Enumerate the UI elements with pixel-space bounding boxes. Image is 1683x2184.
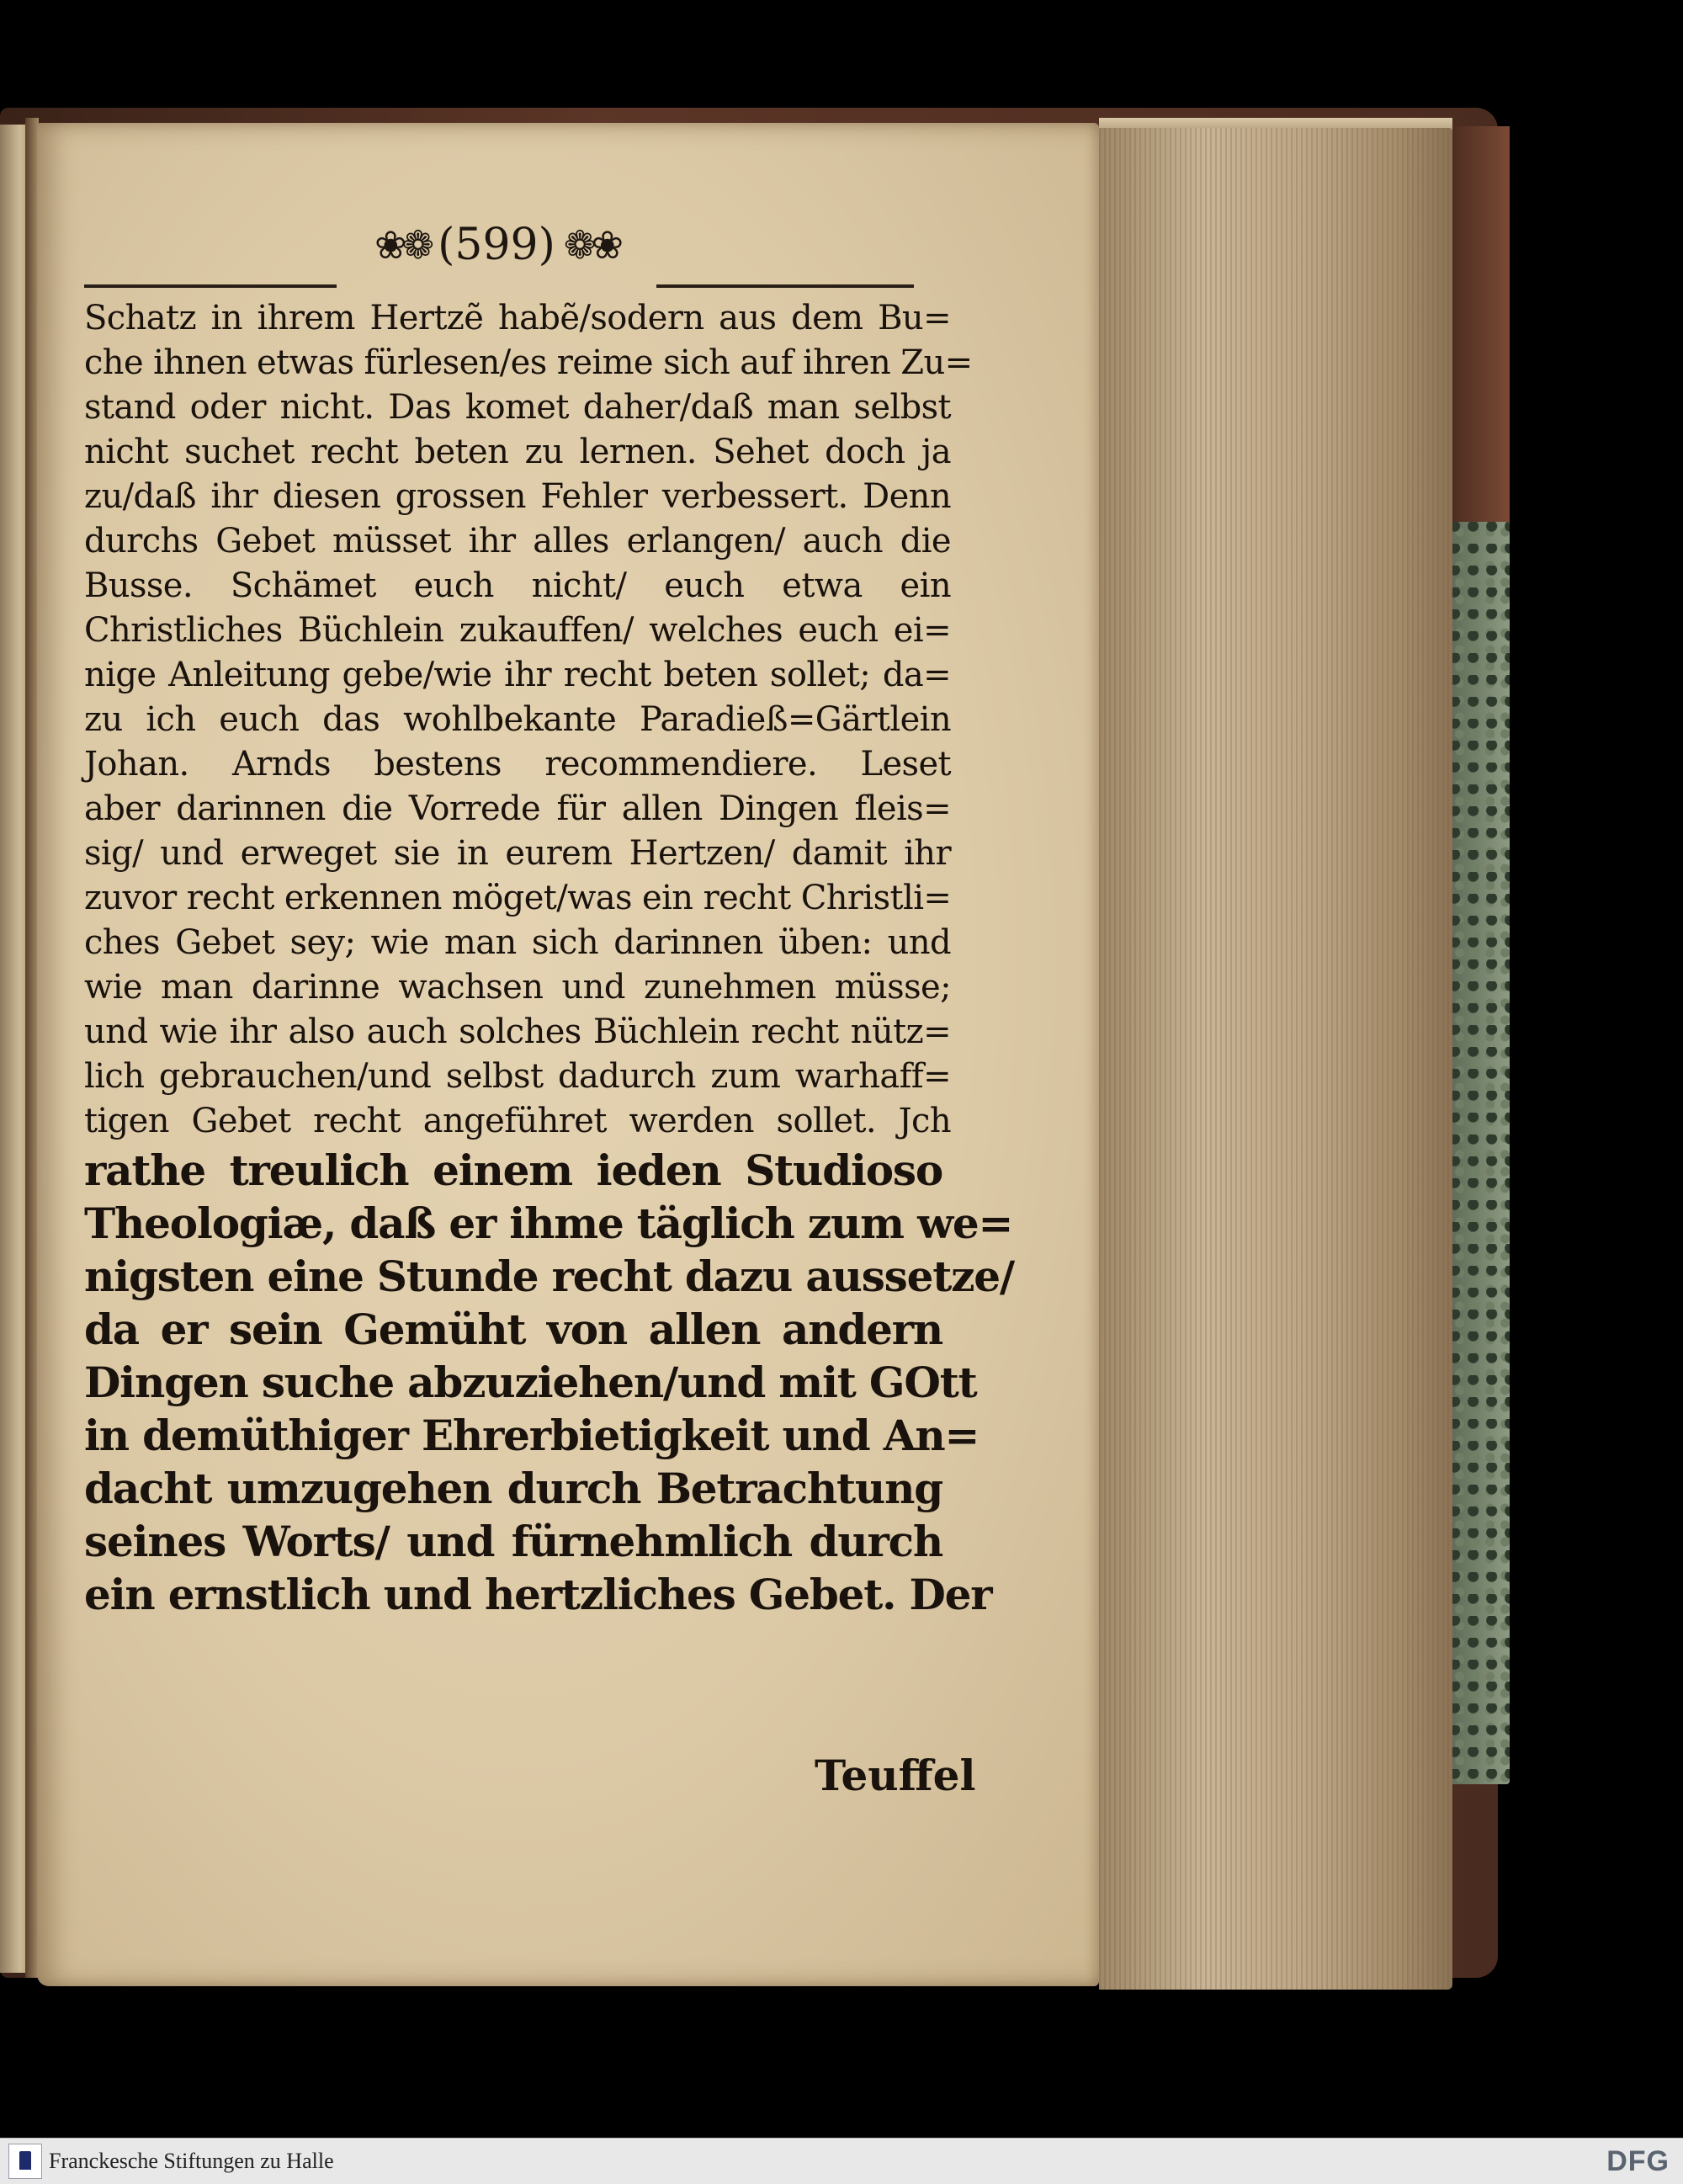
text-line: stand oder nicht. Das komet daher/daß man selbst [84, 388, 951, 427]
text-line-large: ein ernstlich und hertzliches Gebet. Der [84, 1570, 992, 1619]
viewer-footer [0, 2138, 1683, 2184]
text-line: Busse. Schämet euch nicht/ euch etwa ein [84, 566, 951, 605]
ornament-right-icon: ❁❀ [563, 222, 619, 268]
text-line-large: da er sein Gemüht von allen andern [84, 1305, 942, 1354]
text-line-large: Dingen suche abzuziehen/und mit GOtt [84, 1358, 977, 1407]
dfg-logo[interactable]: DFG [1606, 2145, 1670, 2177]
text-line: nicht suchet recht beten zu lernen. Sehet doch ja [84, 433, 951, 471]
page-header [320, 215, 673, 274]
text-line-large: seines Worts/ und fürnehmlich durch [84, 1517, 942, 1566]
header-rule-left [84, 284, 337, 288]
marbled-cover-edge [1449, 522, 1510, 1784]
text-line-large: Theologiæ, daß er ihme täglich zum we= [84, 1198, 1013, 1248]
text-line: Christliches Büchlein zukauffen/ welches euch ei= [84, 611, 951, 650]
text-line: aber darinnen die Vorrede für allen Dingen fleis= [84, 789, 951, 828]
institution-name[interactable]: Franckesche Stiftungen zu Halle [49, 2149, 334, 2173]
cover-edge [1449, 126, 1510, 530]
text-line-large: in demüthiger Ehrerbietigkeit und An= [84, 1411, 980, 1460]
text-line-large: rathe treulich einem ieden Studioso [84, 1145, 942, 1195]
text-line: ches Gebet sey; wie man sich darinnen üben: und [84, 923, 951, 962]
text-line: tigen Gebet recht angeführet werden sollet. Jch [84, 1102, 951, 1140]
text-line: sig/ und erweget sie in eurem Hertzen/ damit ihr [84, 834, 951, 873]
page-body [84, 296, 1014, 1621]
ornament-left-icon: ❀❁ [374, 222, 430, 268]
text-line: zuvor recht erkennen möget/was ein recht Christli= [84, 879, 952, 917]
text-line: nige Anleitung gebe/wie ihr recht beten sollet; da= [84, 656, 951, 694]
header-rule-right [656, 284, 914, 288]
page-block-edge [1099, 128, 1452, 1990]
text-line: Schatz in ihrem Hertzẽ habẽ/sodern aus dem Bu= [84, 299, 951, 337]
catchword: Teuffel [815, 1751, 976, 1800]
text-line: che ihnen etwas fürlesen/es reime sich auf ihren Zu= [84, 343, 973, 382]
text-line: und wie ihr also auch solches Büchlein recht nütz= [84, 1012, 951, 1051]
text-line-large: dacht umzugehen durch Betrachtung [84, 1464, 942, 1513]
text-line: Johan. Arnds bestens recommendiere. Leset [84, 745, 951, 784]
left-page-edge [0, 125, 29, 1973]
page-number: (599) [438, 220, 555, 270]
text-line: durchs Gebet müsset ihr alles erlangen/ auch die [84, 522, 951, 561]
text-line: zu ich euch das wohlbekante Paradieß=Gärtlein [84, 700, 951, 739]
text-line: wie man darinne wachsen und zunehmen müsse; [84, 968, 951, 1007]
institution-logo-icon[interactable] [8, 2144, 42, 2179]
text-line-large: nigsten eine Stunde recht dazu aussetze/ [84, 1251, 1014, 1301]
text-line: lich gebrauchen/und selbst dadurch zum warhaff= [84, 1057, 951, 1096]
text-line: zu/daß ihr diesen grossen Fehler verbessert. Denn [84, 477, 951, 516]
